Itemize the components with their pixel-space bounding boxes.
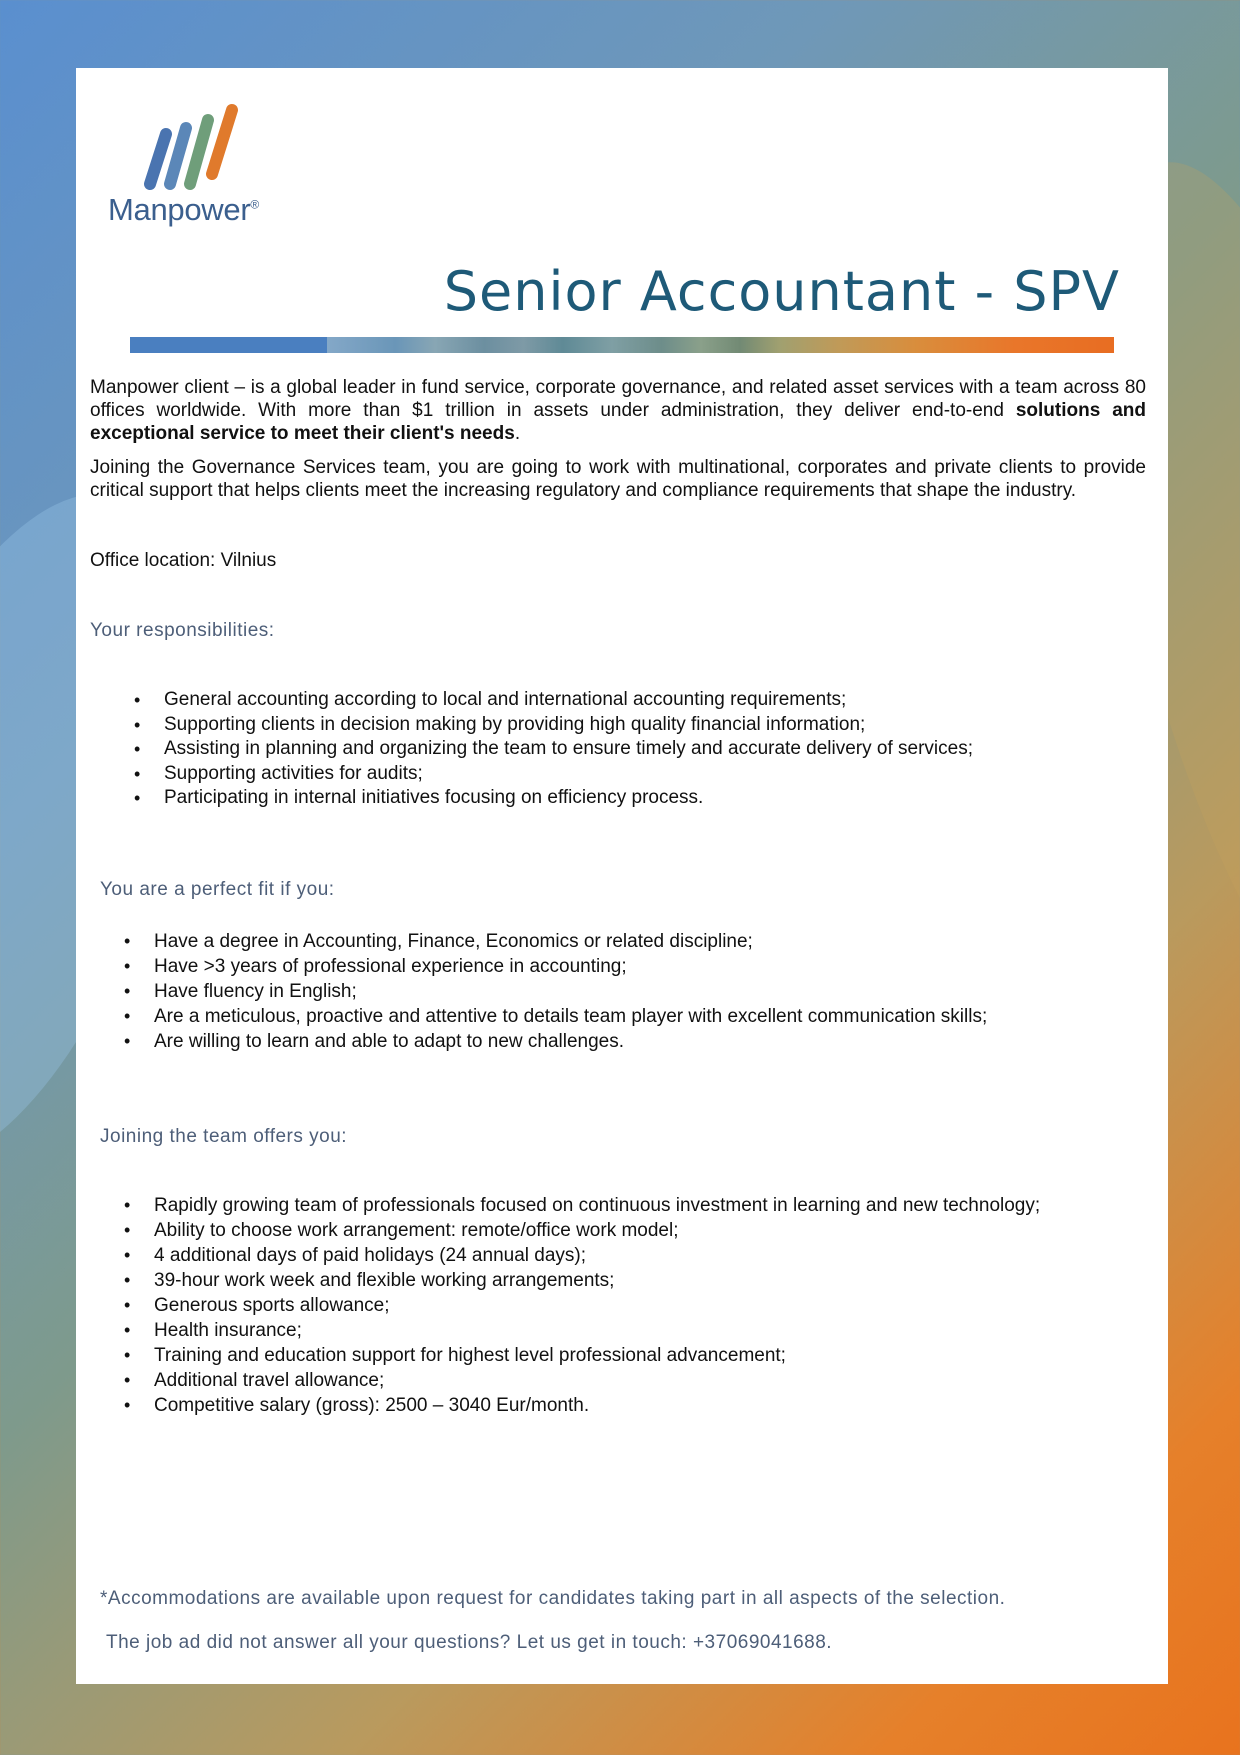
offers-item: • Generous sports allowance; [118,1293,1040,1318]
fit-item: • Are willing to learn and able to adapt to new challenges. [118,1029,987,1054]
fit-item: • Are a meticulous, proactive and attentive to details team player with excellent communication skills; [118,1004,987,1029]
office-location: Office location: Vilnius [90,550,277,571]
fit-heading: You are a perfect fit if you: [100,879,335,900]
responsibilities-item: • Participating in internal initiatives focusing on efficiency process. [128,786,973,811]
responsibilities-item: • Supporting activities for audits; [128,762,973,787]
fit-item: • Have fluency in English; [118,979,987,1004]
responsibilities-heading: Your responsibilities: [90,620,275,641]
fit-list [118,929,987,1054]
page-title: Senior Accountant - SPV [443,260,1120,323]
offers-item: • 39-hour work week and flexible working arrangements; [118,1268,1040,1293]
offers-item: • Ability to choose work arrangement: remote/office work model; [118,1218,1040,1243]
contact-note: The job ad did not answer all your questions? Let us get in touch: +37069041688. [106,1632,833,1653]
offers-item: • Competitive salary (gross): 2500 – 3040 Eur/month. [118,1393,1040,1418]
offers-item: • Rapidly growing team of professionals focused on continuous investment in learning and new technology; [118,1193,1040,1218]
intro-bold-text: solutions and exceptional service to meet their client's needs [90,400,1146,444]
offers-item: • Training and education support for highest level professional advancement; [118,1343,1040,1368]
offers-list [118,1193,1040,1418]
accommodations-note: *Accommodations are available upon request for candidates taking part in all aspects of the selection. [100,1588,1006,1609]
offers-heading: Joining the team offers you: [100,1126,348,1147]
offers-item: • Additional travel allowance; [118,1368,1040,1393]
fit-item: • Have >3 years of professional experience in accounting; [118,954,987,979]
team-paragraph: Joining the Governance Services team, you are going to work with multinational, corporates and private clients to provide critical support that helps clients meet the increasing regulatory and compliance requirements that shape the industry. [90,457,1146,501]
responsibilities-item: • Assisting in planning and organizing the team to ensure timely and accurate delivery of services; [128,737,973,762]
responsibilities-item: • General accounting according to local and international accounting requirements; [128,688,973,713]
gradient-divider [130,337,1114,353]
manpower-logo-icon [108,98,278,198]
offers-item: • Health insurance; [118,1318,1040,1343]
logo-wordmark: Manpower® [108,192,259,227]
job-ad-page [76,68,1168,1684]
intro-paragraph: Manpower client – is a global leader in fund service, corporate governance, and related asset services with a team across 80 offices worldwide. With more than $1 trillion in assets under administration, they deliver end-to-end solutions and exceptional service to meet their client's needs. [90,377,1146,444]
fit-item: • Have a degree in Accounting, Finance, Economics or related discipline; [118,929,987,954]
responsibilities-item: • Supporting clients in decision making by providing high quality financial information; [128,713,973,738]
offers-item: • 4 additional days of paid holidays (24 annual days); [118,1243,1040,1268]
responsibilities-list [128,688,973,811]
